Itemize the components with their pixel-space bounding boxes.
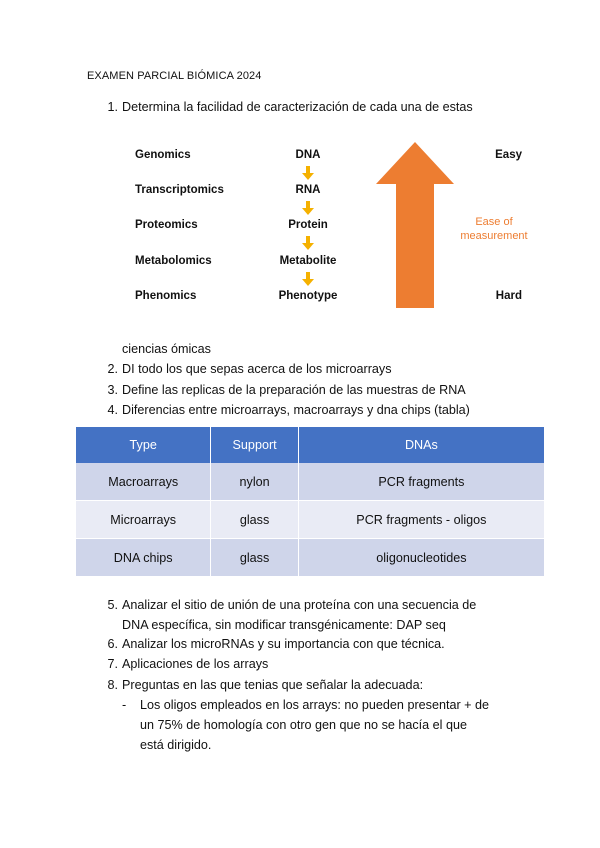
bullet-dash: - <box>122 698 127 712</box>
table-row <box>76 539 544 577</box>
omic-metabolomics: Metabolomics <box>135 255 212 267</box>
molecule-metabolite: Metabolite <box>279 255 337 267</box>
table-row <box>76 501 544 539</box>
ease-arrow-icon <box>376 142 454 308</box>
table-cell: Macroarrays <box>76 463 211 501</box>
omic-transcriptomics: Transcriptomics <box>135 184 224 196</box>
down-arrow-icon <box>302 166 314 180</box>
down-arrow-icon <box>302 272 314 286</box>
molecule-rna: RNA <box>295 184 321 196</box>
easy-label: Easy <box>495 149 522 161</box>
column-header-type: Type <box>76 427 211 463</box>
omics-figure <box>124 138 540 308</box>
table-cell: DNA chips <box>76 539 211 577</box>
molecule-phenotype: Phenotype <box>278 290 338 302</box>
down-arrow-icon <box>302 236 314 250</box>
table-cell: nylon <box>211 463 298 501</box>
down-arrow-icon <box>302 201 314 215</box>
question-8-bullet: - Los oligos empleados en los arrays: no pueden presentar + de un 75% de homología con otro gen que no se hacía el que está dirigido. <box>0 695 600 757</box>
molecule-dna: DNA <box>295 149 321 161</box>
table-cell: glass <box>211 501 298 539</box>
question-1-continuation: ciencias ómicas <box>122 342 211 356</box>
omic-phenomics: Phenomics <box>135 290 197 302</box>
table-row <box>76 463 544 501</box>
table-cell: glass <box>211 539 298 577</box>
table-cell: PCR fragments - oligos <box>299 501 544 539</box>
table-cell: PCR fragments <box>299 463 544 501</box>
arrays-comparison-table <box>76 427 544 577</box>
column-header-dnas: DNAs <box>299 427 544 463</box>
exam-title: EXAMEN PARCIAL BIÓMICA 2024 <box>87 70 262 82</box>
question-1-text: Determina la facilidad de caracterización de cada una de estas <box>122 100 473 114</box>
question-5: 5. Analizar el sitio de unión de una proteína con una secuencia de DNA específica, sin modificar transgénicamente: DAP seq <box>107 598 477 632</box>
hard-label: Hard <box>495 290 522 302</box>
table-cell: oligonucleotides <box>299 539 544 577</box>
ease-of-measurement-label: Ease of measurement <box>460 216 528 242</box>
table-header-row <box>76 427 544 463</box>
table-cell: Microarrays <box>76 501 211 539</box>
column-header-support: Support <box>211 427 298 463</box>
molecule-protein: Protein <box>288 219 328 231</box>
question-1-number: 1. <box>107 100 118 114</box>
omic-proteomics: Proteomics <box>135 219 198 231</box>
omic-genomics: Genomics <box>135 149 191 161</box>
